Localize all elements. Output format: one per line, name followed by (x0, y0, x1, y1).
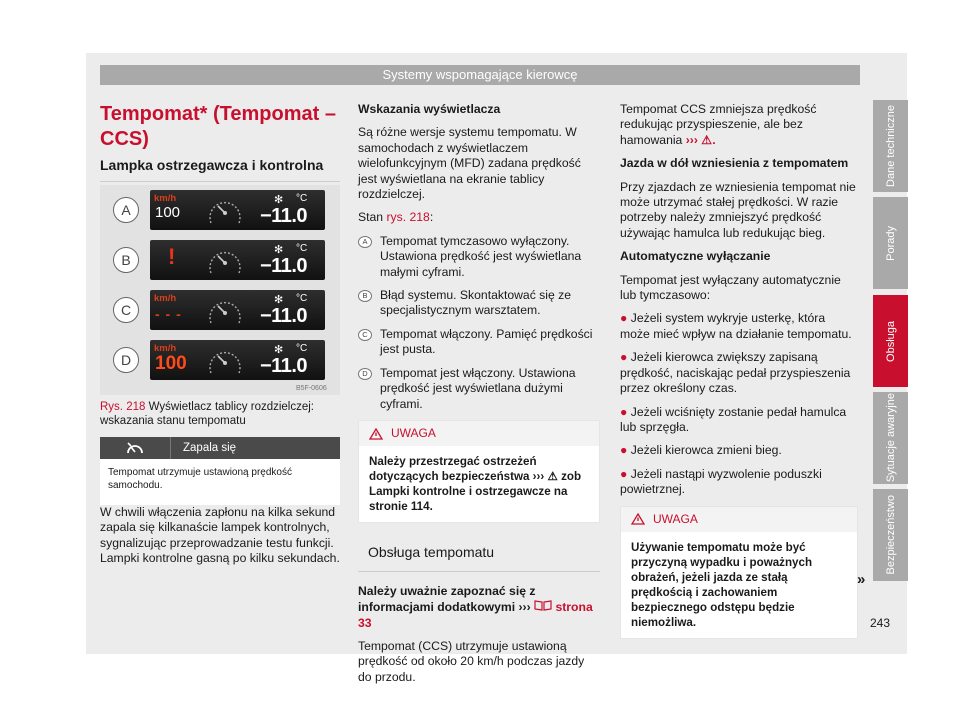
figure-caption-text: Wyświetlacz tablicy rozdzielczej: wskazania stanu tempomatu (100, 401, 315, 427)
lamp-table (100, 437, 340, 505)
warning-title: UWAGA (653, 511, 698, 526)
state-text-c: Tempomat włączony. Pamięć prędkości jest pusta. (380, 326, 593, 357)
snowflake-icon: ✻ (274, 194, 284, 206)
warning-header (621, 507, 857, 532)
reduce-text: Tempomat CCS zmniejsza prędkość redukując przyspieszenie, ale bez hamowania (620, 102, 817, 147)
speed-unit: km/h (154, 343, 177, 354)
speed-value-small: 100 (155, 204, 181, 221)
warning-triangle-icon (631, 513, 645, 525)
warning-box-1 (358, 420, 600, 523)
list-item: ● Jeżeli kierowca zwiększy zapisaną prędkość, naciskając pedał przyspieszenia przez określony czas. (620, 350, 851, 396)
figure-row-b (100, 235, 340, 285)
display-heading: Wskazania wyświetlacza (358, 102, 501, 116)
badge-a: A (113, 197, 139, 223)
badge-b: B (113, 247, 139, 273)
speed-unit: km/h (154, 193, 177, 204)
state-item-c (358, 327, 600, 358)
speed-unit: km/h (154, 293, 177, 304)
lcd-display-c (150, 290, 325, 330)
temperature-value: −11.0 (260, 205, 308, 227)
column-3 (620, 102, 858, 651)
info-note (358, 584, 600, 631)
lamp-status-label: Zapala się (183, 442, 237, 454)
state-text-b: Błąd systemu. Skontaktować się ze specjalistycznym warsztatem. (380, 288, 572, 318)
tab-obsluga[interactable] (873, 295, 908, 387)
state-text-d: Tempomat jest włączony. Ustawiona prędkość jest wyświetlana dużymi cyframi. (380, 365, 576, 411)
degree-unit: °C (296, 193, 308, 204)
temperature-value: −11.0 (260, 305, 308, 327)
degree-unit: °C (296, 343, 308, 354)
reduce-ref[interactable]: ››› ⚠. (685, 132, 716, 147)
figure-ref: Rys. 218 (100, 401, 146, 413)
state-badge-c: C (358, 329, 372, 341)
tab-label: Bezpieczeństwo (884, 495, 897, 575)
cruise-gauge-icon (205, 195, 245, 227)
bullet-text: Jeżeli kierowca zmieni bieg. (630, 443, 782, 458)
state-text-a: Tempomat tymczasowo wyłączony. Ustawiona prędkość jest wyświetlana małymi cyframi. (380, 233, 582, 279)
list-item: ● Jeżeli system wykryje usterkę, która może mieć wpływ na działanie tempomatu. (620, 311, 852, 341)
tab-label: Porady (884, 225, 897, 261)
stan-label: Stan (358, 210, 384, 225)
page-title: Tempomat* (Tempomat – CCS) (100, 103, 336, 150)
bullet-text: Jeżeli kierowca zwiększy zapisaną prędkość, naciskając pedał przyspieszenia przez określony czas. (620, 350, 851, 396)
badge-d: D (113, 347, 139, 373)
cruise-control-lamp-icon (100, 437, 171, 459)
bullet-text: Jeżeli system wykryje usterkę, która może mieć wpływ na działanie tempomatu. (620, 311, 852, 341)
state-item-b (358, 288, 600, 319)
degree-unit: °C (296, 243, 308, 254)
state-item-a (358, 234, 600, 280)
bullet-text: Jeżeli wciśnięty zostanie pedał hamulca lub sprzęgła. (620, 404, 847, 434)
lcd-display-b (150, 240, 325, 280)
stan-ref: rys. 218 (386, 210, 430, 225)
tab-sytuacje-awaryjne[interactable] (873, 392, 908, 484)
state-badge-b: B (358, 290, 372, 302)
reduce-paragraph (620, 102, 858, 148)
tab-bezpieczenstwo[interactable] (873, 489, 908, 581)
tab-dane-techniczne[interactable] (873, 100, 908, 192)
warning-title: UWAGA (391, 425, 436, 440)
section-subtitle: Lampka ostrzegawcza i kontrolna (100, 158, 340, 182)
page-header: Systemy wspomagające kierowcę (100, 65, 860, 85)
state-badge-d: D (358, 368, 372, 380)
auto-off-intro: Tempomat jest wyłączany automatycznie lub tymczasowo: (620, 272, 841, 303)
bullet-text: Jeżeli nastąpi wyzwolenie poduszki powietrznej. (620, 466, 822, 497)
warning-box-2 (620, 506, 858, 639)
lcd-display-a (150, 190, 325, 230)
snowflake-icon: ✻ (274, 344, 284, 356)
stan-line (358, 210, 600, 225)
list-item: ● Jeżeli kierowca zmieni bieg. (620, 443, 782, 458)
figure-row-c (100, 285, 340, 335)
state-badge-a: A (358, 236, 372, 248)
continue-marker: » (857, 571, 866, 588)
figure-caption (100, 400, 340, 439)
auto-off-heading: Automatyczne wyłączanie (620, 249, 771, 264)
degree-unit: °C (296, 293, 308, 304)
speed-value-large: 100 (155, 353, 187, 374)
cruise-gauge-icon (205, 295, 245, 327)
warning-text: Używanie tempomatu może być przyczyną wypadku i poważnych obrażeń, jeżeli jazda ze stałą prędkością i zachowaniem bezpiecznego odstępu będzie niemożliwa. (631, 540, 813, 629)
lamp-description: Tempomat utrzymuje ustawioną prędkość samochodu. (100, 459, 340, 505)
warning-text: Należy przestrzegać ostrzeżeń dotyczących bezpieczeństwa ››› ⚠ zob Lampki kontrolne i ostrzegawcze na stronie 114. (369, 455, 582, 514)
ccs-paragraph: Tempomat (CCS) utrzymuje ustawioną prędkość od około 20 km/h podczas jazdy do przodu. (358, 638, 585, 684)
cruise-gauge-icon (205, 345, 245, 377)
snowflake-icon: ✻ (274, 294, 284, 306)
state-item-d (358, 366, 600, 412)
book-icon (534, 599, 552, 611)
lcd-display-d (150, 340, 325, 380)
warning-triangle-icon (369, 428, 383, 440)
column-1-paragraph: W chwili włączenia zapłonu na kilka sekund zapala się kilkanaście lampek kontrolnych, sygnalizując przeprowadzanie testu funkcji. Lampki kontrolne gasną po kilku sekundach. (100, 505, 340, 566)
page-number: 243 (870, 616, 891, 630)
list-item: ● Jeżeli nastąpi wyzwolenie poduszki powietrznej. (620, 466, 822, 497)
downhill-heading: Jazda w dół wzniesienia z tempomatem (620, 156, 849, 171)
speed-value-empty: - - - (155, 306, 182, 322)
tab-label: Sytuacje awaryjne (884, 393, 897, 483)
warning-header (359, 421, 599, 446)
info-note-ref[interactable]: strona 33 (358, 600, 593, 630)
figure-row-d (100, 335, 340, 385)
info-note-text: Należy uważnie zapoznać się z informacjami dodatkowymi ››› (358, 583, 536, 615)
error-icon: ! (168, 244, 176, 269)
temperature-value: −11.0 (260, 255, 308, 277)
list-item: ● Jeżeli wciśnięty zostanie pedał hamulca lub sprzęgła. (620, 404, 847, 434)
stan-colon: : (429, 210, 434, 225)
downhill-paragraph: Przy zjazdach ze wzniesienia tempomat nie może utrzymać stałej prędkości. W razie potrzeby należy zmniejszyć prędkość używając hamulca lub redukując bieg. (620, 179, 856, 240)
tab-label: Obsługa (884, 320, 897, 362)
figure-code: B5F-0606 (296, 385, 327, 392)
section-heading: Obsługa tempomatu (358, 535, 600, 571)
figure-row-a (100, 185, 340, 235)
temperature-value: −11.0 (260, 355, 308, 377)
lamp-table-header (100, 437, 340, 459)
column-2 (358, 102, 600, 693)
display-figure (100, 185, 340, 395)
tab-label: Dane techniczne (884, 105, 897, 187)
cruise-gauge-icon (205, 245, 245, 277)
badge-c: C (113, 297, 139, 323)
snowflake-icon: ✻ (274, 244, 284, 256)
column-1 (100, 102, 340, 192)
display-intro: Są różne wersje systemu tempomatu. W samochodach z wyświetlaczem wielofunkcyjnym (MFD) zadana prędkość jest wyświetlana na ekranie tablicy rozdzielczej. (358, 125, 581, 202)
tab-porady[interactable] (873, 197, 908, 289)
